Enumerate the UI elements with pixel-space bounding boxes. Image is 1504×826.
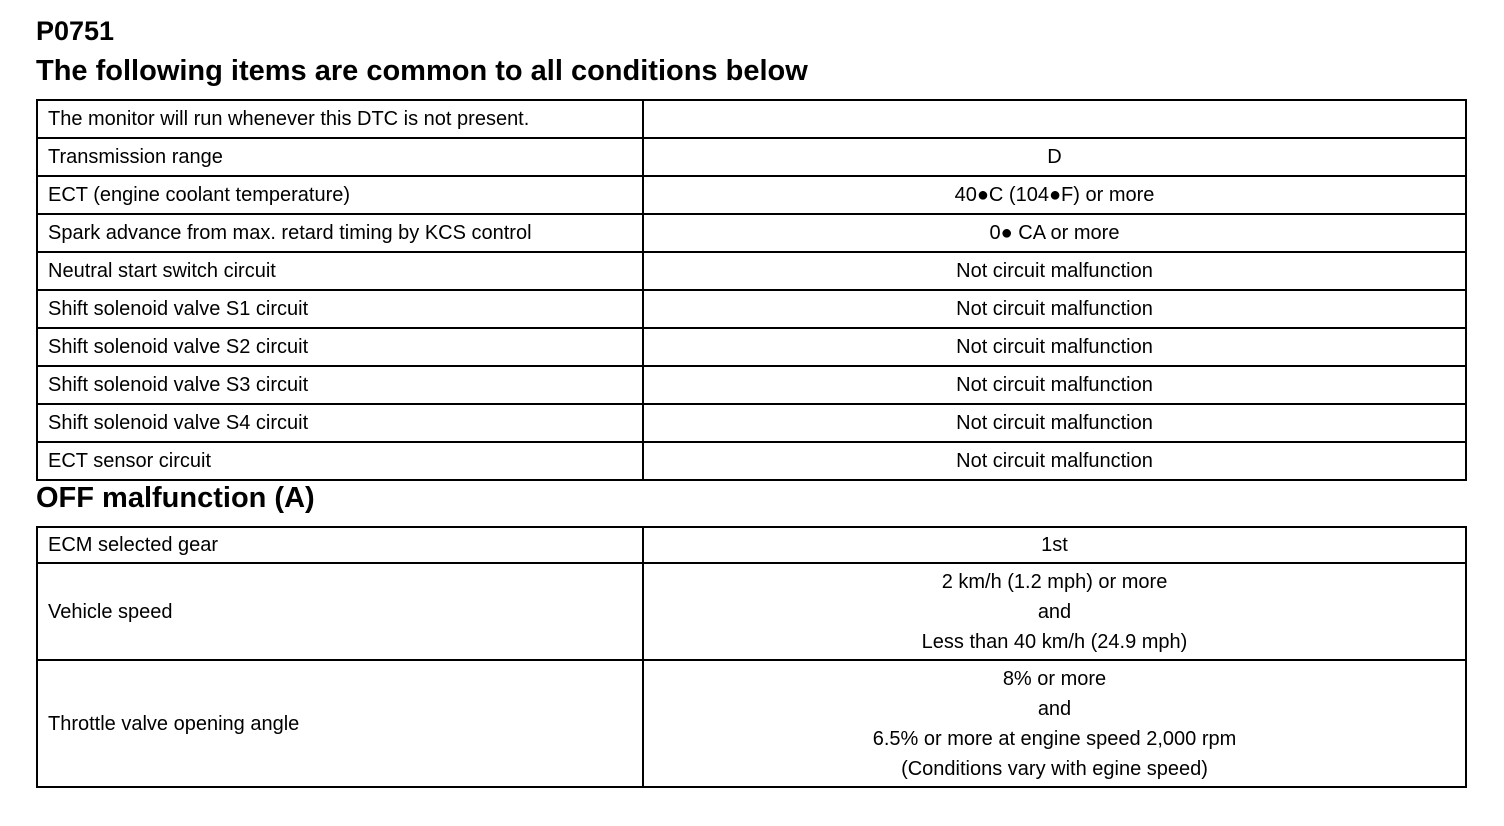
condition-value-line: and — [1037, 697, 1072, 720]
table-row — [37, 660, 1466, 787]
condition-value-line: 8% or more — [1002, 667, 1107, 690]
condition-value-line: Less than 40 km/h (24.9 mph) — [921, 630, 1188, 653]
common-conditions-title: The following items are common to all conditions below — [36, 55, 808, 87]
table-row — [37, 290, 1466, 328]
condition-value: Not circuit malfunction — [643, 442, 1466, 480]
common-conditions-table — [36, 99, 1467, 481]
table-row — [37, 404, 1466, 442]
condition-value: Not circuit malfunction — [643, 290, 1466, 328]
condition-value: 40●C (104●F) or more — [643, 176, 1466, 214]
condition-label: Vehicle speed — [37, 563, 643, 660]
table-row — [37, 527, 1466, 563]
condition-label: Throttle valve opening angle — [37, 660, 643, 787]
condition-label: The monitor will run whenever this DTC is not present. — [37, 100, 643, 138]
condition-value: Not circuit malfunction — [643, 252, 1466, 290]
condition-value — [643, 527, 1466, 563]
condition-label: Spark advance from max. retard timing by KCS control — [37, 214, 643, 252]
condition-value-line: 2 km/h (1.2 mph) or more — [941, 570, 1168, 593]
condition-value-line: 6.5% or more at engine speed 2,000 rpm — [872, 727, 1237, 750]
table-row — [37, 366, 1466, 404]
condition-label: ECM selected gear — [37, 527, 643, 563]
off-malfunction-title: OFF malfunction (A) — [36, 482, 315, 514]
table-row — [37, 100, 1466, 138]
condition-label: Shift solenoid valve S4 circuit — [37, 404, 643, 442]
condition-value: Not circuit malfunction — [643, 404, 1466, 442]
condition-label: Shift solenoid valve S3 circuit — [37, 366, 643, 404]
table-row — [37, 252, 1466, 290]
condition-label: Neutral start switch circuit — [37, 252, 643, 290]
table-row — [37, 328, 1466, 366]
condition-value: D — [643, 138, 1466, 176]
condition-label: ECT (engine coolant temperature) — [37, 176, 643, 214]
table-row — [37, 563, 1466, 660]
table-row — [37, 176, 1466, 214]
condition-value-line: (Conditions vary with egine speed) — [901, 757, 1208, 780]
condition-value: Not circuit malfunction — [643, 328, 1466, 366]
condition-value — [643, 100, 1466, 138]
condition-label: Transmission range — [37, 138, 643, 176]
condition-label: Shift solenoid valve S1 circuit — [37, 290, 643, 328]
condition-value-line: 1st — [1041, 534, 1068, 556]
condition-value — [643, 563, 1466, 660]
condition-label: Shift solenoid valve S2 circuit — [37, 328, 643, 366]
table-row — [37, 214, 1466, 252]
dtc-code: P0751 — [36, 16, 115, 46]
condition-label: ECT sensor circuit — [37, 442, 643, 480]
off-malfunction-table — [36, 526, 1467, 788]
condition-value — [643, 660, 1466, 787]
table-row — [37, 138, 1466, 176]
table-row — [37, 442, 1466, 480]
condition-value: 0● CA or more — [643, 214, 1466, 252]
condition-value-line: and — [1037, 600, 1072, 623]
condition-value: Not circuit malfunction — [643, 366, 1466, 404]
